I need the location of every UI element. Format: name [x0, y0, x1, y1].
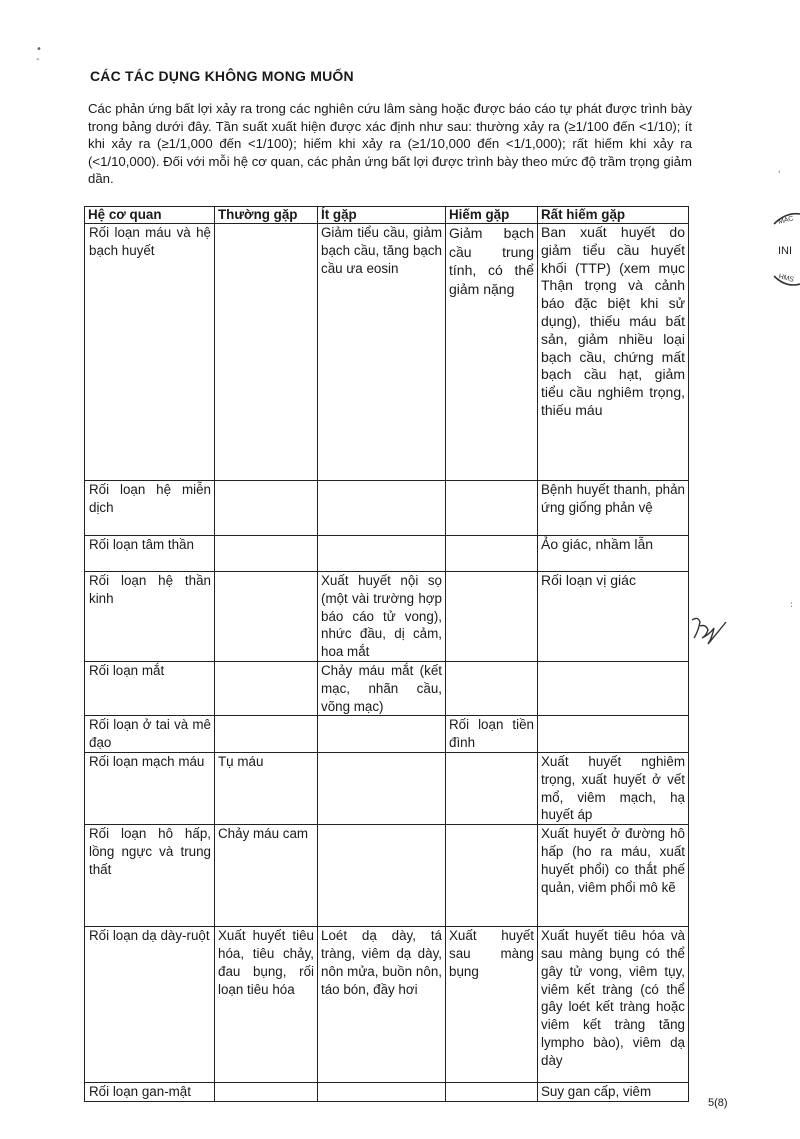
cell-organ: Rối loạn ở tai và mê đạo	[85, 716, 215, 753]
cell-uncommon	[318, 536, 446, 572]
stamp-text-middle: INI	[778, 245, 793, 257]
table-header-row	[85, 207, 689, 224]
scan-mark: '	[778, 170, 781, 180]
scan-mark: :	[790, 600, 794, 610]
cell-organ: Rối loạn mắt	[85, 661, 215, 715]
cell-uncommon: Giảm tiểu cầu, giảm bạch cầu, tăng bạch cầu ưa eosin	[318, 224, 446, 481]
cell-very-rare: Ban xuất huyết do giảm tiểu cầu huyết khối (TTP) (xem mục Thận trọng và cảnh báo đặc biệt khi sử dụng), thiếu máu bất sản, giảm nhiều loại bạch cầu, chứng mất bạch cầu hạt, giảm tiểu cầu nghiêm trọng, thiếu máu	[538, 224, 689, 481]
cell-organ: Rối loạn mạch máu	[85, 752, 215, 824]
cell-common	[215, 481, 318, 536]
cell-organ: Rối loạn tâm thần	[85, 536, 215, 572]
cell-common: Tụ máu	[215, 752, 318, 824]
cell-organ: Rối loạn hô hấp, lồng ngực và trung thất	[85, 825, 215, 927]
table-row	[85, 716, 689, 753]
cell-uncommon: Xuất huyết nội sọ (một vài trường hợp báo cáo tử vong), nhức đầu, dị cảm, hoa mắt	[318, 572, 446, 662]
stamp-text-bottom: HMS	[777, 273, 795, 284]
cell-common	[215, 1083, 318, 1102]
cell-very-rare: Xuất huyết nghiêm trọng, xuất huyết ở vết mổ, viêm mạch, hạ huyết áp	[538, 752, 689, 824]
cell-very-rare: Ảo giác, nhầm lẫn	[538, 536, 689, 572]
table-row	[85, 572, 689, 662]
cell-organ: Rối loạn dạ dày-ruột	[85, 927, 215, 1083]
table-row	[85, 927, 689, 1083]
header-very-rare: Rất hiếm gặp	[538, 207, 689, 224]
cell-very-rare	[538, 661, 689, 715]
cell-organ: Rối loạn hệ thần kinh	[85, 572, 215, 662]
cell-organ: Rối loạn hệ miễn dịch	[85, 481, 215, 536]
cell-organ: Rối loạn máu và hệ bạch huyết	[85, 224, 215, 481]
scan-mark: -	[36, 54, 40, 65]
header-common: Thường gặp	[215, 207, 318, 224]
cell-rare	[446, 825, 538, 927]
table-row	[85, 1083, 689, 1102]
cell-rare	[446, 481, 538, 536]
cell-common: Xuất huyết tiêu hóa, tiêu chảy, đau bụng, rối loạn tiêu hóa	[215, 927, 318, 1083]
page-number: 5(8)	[708, 1097, 728, 1109]
cell-rare	[446, 661, 538, 715]
cell-uncommon	[318, 752, 446, 824]
cell-rare	[446, 1083, 538, 1102]
cell-rare: Giảm bạch cầu trung tính, có thể giảm nặng	[446, 224, 538, 481]
cell-common	[215, 224, 318, 481]
cell-uncommon	[318, 716, 446, 753]
header-rare: Hiếm gặp	[446, 207, 538, 224]
stamp-text-top: MAC	[777, 215, 795, 226]
scan-mark: •	[36, 44, 42, 55]
cell-very-rare: Suy gan cấp, viêm	[538, 1083, 689, 1102]
table-row	[85, 536, 689, 572]
cell-very-rare: Xuất huyết ở đường hô hấp (ho ra máu, xuất huyết phổi) co thắt phế quản, viêm phổi mô kẽ	[538, 825, 689, 927]
cell-organ: Rối loạn gan-mật	[85, 1083, 215, 1102]
cell-very-rare: Rối loạn vị giác	[538, 572, 689, 662]
cell-uncommon: Chảy máu mắt (kết mạc, nhãn cầu, võng mạc)	[318, 661, 446, 715]
intro-paragraph: Các phản ứng bất lợi xảy ra trong các nghiên cứu lâm sàng hoặc được báo cáo tự phát được trình bày trong bảng dưới đây. Tần suất xuất hiện được xác định như sau: thường xảy ra (≥1/100 đến <1/10); ít khi xảy ra (≥1/1,000 đến <1/100); hiếm khi xảy ra (≥1/10,000 đến <1/1,000); rất hiếm khi xảy ra (<1/10,000). Đối với mỗi hệ cơ quan, các phản ứng bất lợi được trình bày theo mức độ trầm trọng giảm dần.	[88, 101, 692, 186]
table-row	[85, 224, 689, 481]
cell-rare	[446, 536, 538, 572]
header-organ-system: Hệ cơ quan	[85, 207, 215, 224]
cell-very-rare: Bệnh huyết thanh, phản ứng giống phản vệ	[538, 481, 689, 536]
adverse-effects-table	[84, 206, 689, 1102]
cell-rare: Rối loạn tiền đình	[446, 716, 538, 753]
cell-uncommon: Loét dạ dày, tá tràng, viêm dạ dày, nôn mửa, buồn nôn, táo bón, đầy hơi	[318, 927, 446, 1083]
table-row	[85, 481, 689, 536]
cell-rare	[446, 572, 538, 662]
cell-common: Chảy máu cam	[215, 825, 318, 927]
cell-uncommon	[318, 481, 446, 536]
table-row	[85, 752, 689, 824]
cell-common	[215, 661, 318, 715]
cell-common	[215, 572, 318, 662]
cell-common	[215, 536, 318, 572]
header-uncommon: Ít gặp	[318, 207, 446, 224]
cell-uncommon	[318, 1083, 446, 1102]
cell-rare	[446, 752, 538, 824]
table-row	[85, 825, 689, 927]
section-heading: CÁC TÁC DỤNG KHÔNG MONG MUỐN	[90, 68, 354, 84]
table-row	[85, 661, 689, 715]
cell-very-rare	[538, 716, 689, 753]
handwritten-initials	[688, 612, 728, 648]
margin-stamp	[772, 210, 800, 290]
cell-rare: Xuất huyết sau màng bụng	[446, 927, 538, 1083]
cell-very-rare: Xuất huyết tiêu hóa và sau màng bụng có thể gây tử vong, viêm tụy, viêm kết tràng (có thể gây loét kết tràng hoặc viêm kết tràng tăng lympho bào), viêm dạ dày	[538, 927, 689, 1083]
cell-common	[215, 716, 318, 753]
cell-uncommon	[318, 825, 446, 927]
